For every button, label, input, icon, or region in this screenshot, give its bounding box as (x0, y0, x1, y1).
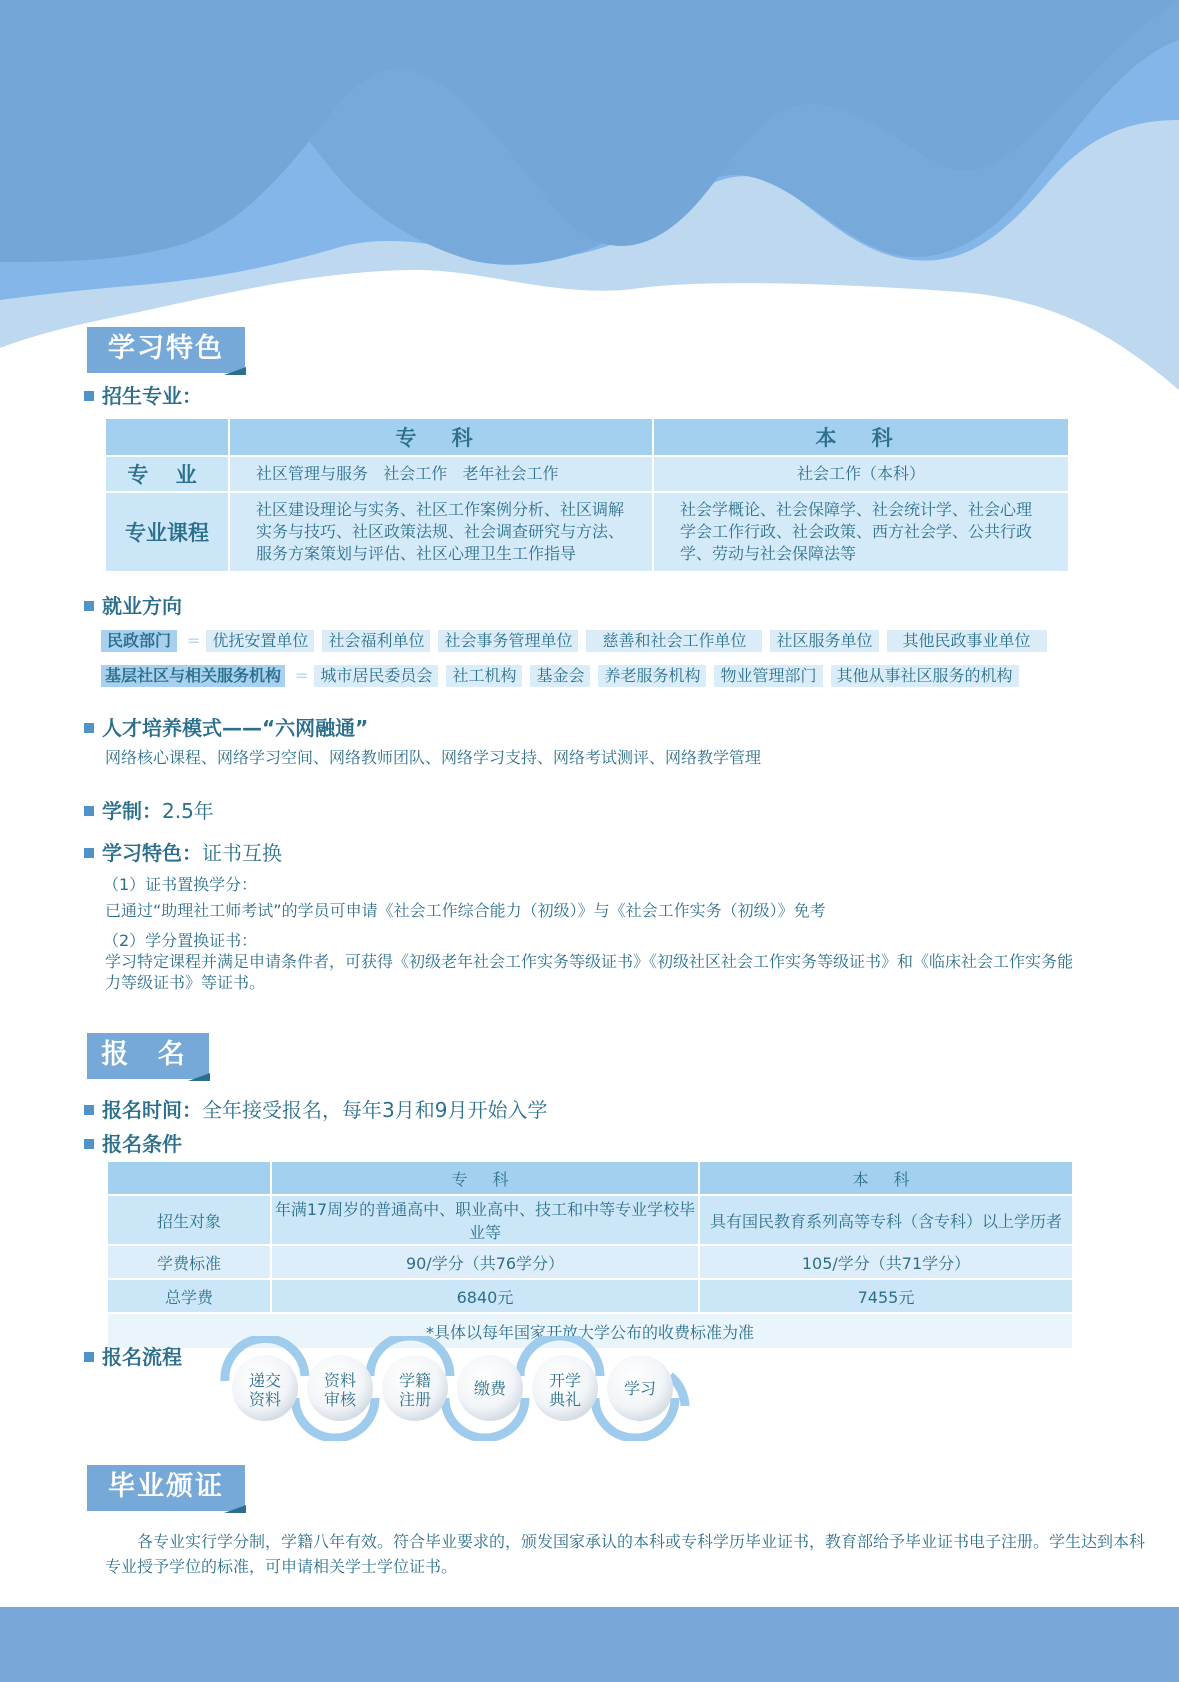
conditions-cell: 6840元 (271, 1279, 699, 1313)
employment-tag: 社会事务管理单位 (438, 630, 578, 652)
signup-time-value: 全年接受报名，每年3月和9月开始入学 (202, 1098, 548, 1122)
flow-step-4-line1: 缴费 (473, 1379, 507, 1398)
conditions-row-label: 招生对象 (107, 1195, 271, 1245)
conditions-cell: 105/学分（共71学分） (699, 1245, 1073, 1279)
majors-col-zhuanke: 专 科 (229, 418, 653, 456)
conditions-row-label: 总学费 (107, 1279, 271, 1313)
conditions-cell: 年满17周岁的普通高中、职业高中、技工和中等专业学校毕业等 (271, 1195, 699, 1245)
employment-row-community (101, 665, 1027, 687)
majors-col-benke: 本 科 (653, 418, 1069, 456)
flow-step-3-line1: 学籍 (398, 1371, 432, 1390)
feature-p1-title: （1）证书置换学分： (103, 875, 258, 894)
duration-label: 学制： (102, 799, 162, 823)
employment-key-civil: 民政部门 (101, 630, 177, 652)
employment-tag: 其他从事社区服务的机构 (831, 665, 1019, 687)
duration-line (84, 795, 214, 824)
flow-step-2-line2: 审核 (323, 1390, 357, 1409)
employment-tag: 基金会 (530, 665, 590, 687)
section-title-graduation: 毕业颁证 (87, 1465, 245, 1511)
flow-step-2-line1: 资料 (323, 1371, 357, 1390)
conditions-cell: 具有国民教育系列高等专科（含专科）以上学历者 (699, 1195, 1073, 1245)
employment-tag: 养老服务机构 (598, 665, 706, 687)
flow-step-6-line1: 学习 (623, 1379, 657, 1398)
signup-flow-chain (215, 1336, 695, 1441)
conditions-row-label: 学费标准 (107, 1245, 271, 1279)
employment-heading: 就业方向 (84, 590, 182, 619)
section-title-signup: 报 名 (87, 1033, 209, 1079)
duration-value: 2.5年 (162, 799, 214, 823)
signup-time-line (84, 1094, 547, 1123)
conditions-table-corner (107, 1161, 271, 1195)
footer-bar (0, 1607, 1179, 1682)
conditions-note: *具体以每年国家开放大学公布的收费标准为准 (107, 1313, 1073, 1349)
employment-tag: 物业管理部门 (714, 665, 822, 687)
feature-p2-title: （2）学分置换证书： (103, 931, 258, 950)
feature-line (84, 837, 282, 866)
conditions-cell: 7455元 (699, 1279, 1073, 1313)
signup-time-label: 报名时间： (102, 1098, 202, 1122)
equals-symbol: = (187, 631, 201, 650)
training-text: 网络核心课程、网络学习空间、网络教师团队、网络学习支持、网络考试测评、网络教学管理 (105, 748, 762, 767)
majors-table (104, 417, 1070, 573)
employment-tag: 社会福利单位 (322, 630, 430, 652)
flow-step-1-line1: 递交 (248, 1371, 282, 1390)
zhuanke-courses-cell: 社区建设理论与实务、社区工作案例分析、社区调解实务与技巧、社区政策法规、社会调查研究与方法、服务方案策划与评估、社区心理卫生工作指导 (229, 492, 653, 572)
signup-conditions-heading: 报名条件 (84, 1128, 182, 1157)
conditions-cell: 90/学分（共76学分） (271, 1245, 699, 1279)
conditions-col-benke: 本 科 (699, 1161, 1073, 1195)
feature-p1-text: 已通过“助理社工师考试”的学员可申请《社会工作综合能力（初级）》与《社会工作实务（初级）》免考 (105, 901, 826, 920)
training-heading: 人才培养模式——“六网融通” (84, 712, 368, 741)
employment-tag: 其他民政事业单位 (887, 630, 1047, 652)
benke-major-cell: 社会工作（本科） (653, 456, 1069, 492)
employment-tag: 社工机构 (446, 665, 522, 687)
employment-tag: 城市居民委员会 (314, 665, 438, 687)
flow-step-1-line2: 资料 (248, 1390, 282, 1409)
flow-step-5-line1: 开学 (548, 1371, 582, 1390)
signup-conditions-table (106, 1160, 1074, 1350)
flow-step-5-line2: 典礼 (548, 1390, 582, 1409)
employment-tag: 社区服务单位 (770, 630, 878, 652)
feature-value: 证书互换 (202, 841, 282, 865)
equals-symbol: = (295, 666, 309, 685)
signup-flow-heading: 报名流程 (84, 1341, 182, 1370)
employment-key-community: 基层社区与相关服务机构 (101, 665, 285, 687)
benke-courses-cell: 社会学概论、社会保障学、社会统计学、社会心理学会工作行政、社会政策、西方社会学、公共行政学、劳动与社会保障法等 (653, 492, 1069, 572)
graduation-text: 各专业实行学分制，学籍八年有效。符合毕业要求的，颁发国家承认的本科或专科学历毕业证书，教育部给予毕业证书电子注册。学生达到本科专业授予学位的标准，可申请相关学士学位证书。 (105, 1532, 1146, 1576)
employment-row-civil (101, 630, 1055, 652)
employment-tag: 慈善和社会工作单位 (586, 630, 762, 652)
conditions-col-zhuanke: 专 科 (271, 1161, 699, 1195)
feature-p2-text: 学习特定课程并满足申请条件者，可获得《初级老年社会工作实务等级证书》《初级社区社会工作实务等级证书》和《临床社会工作实务能力等级证书》等证书。 (105, 952, 1074, 992)
feature-label: 学习特色： (102, 841, 202, 865)
majors-row-label-courses: 专业课程 (105, 492, 229, 572)
section-title-features: 学习特色 (87, 327, 245, 373)
flow-step-3-line2: 注册 (398, 1390, 432, 1409)
majors-row-label-major: 专 业 (105, 456, 229, 492)
majors-table-corner (105, 418, 229, 456)
employment-tag: 优抚安置单位 (206, 630, 314, 652)
zhuanke-major-cell: 社区管理与服务 社会工作 老年社会工作 (229, 456, 653, 492)
majors-heading: 招生专业： (84, 380, 202, 409)
